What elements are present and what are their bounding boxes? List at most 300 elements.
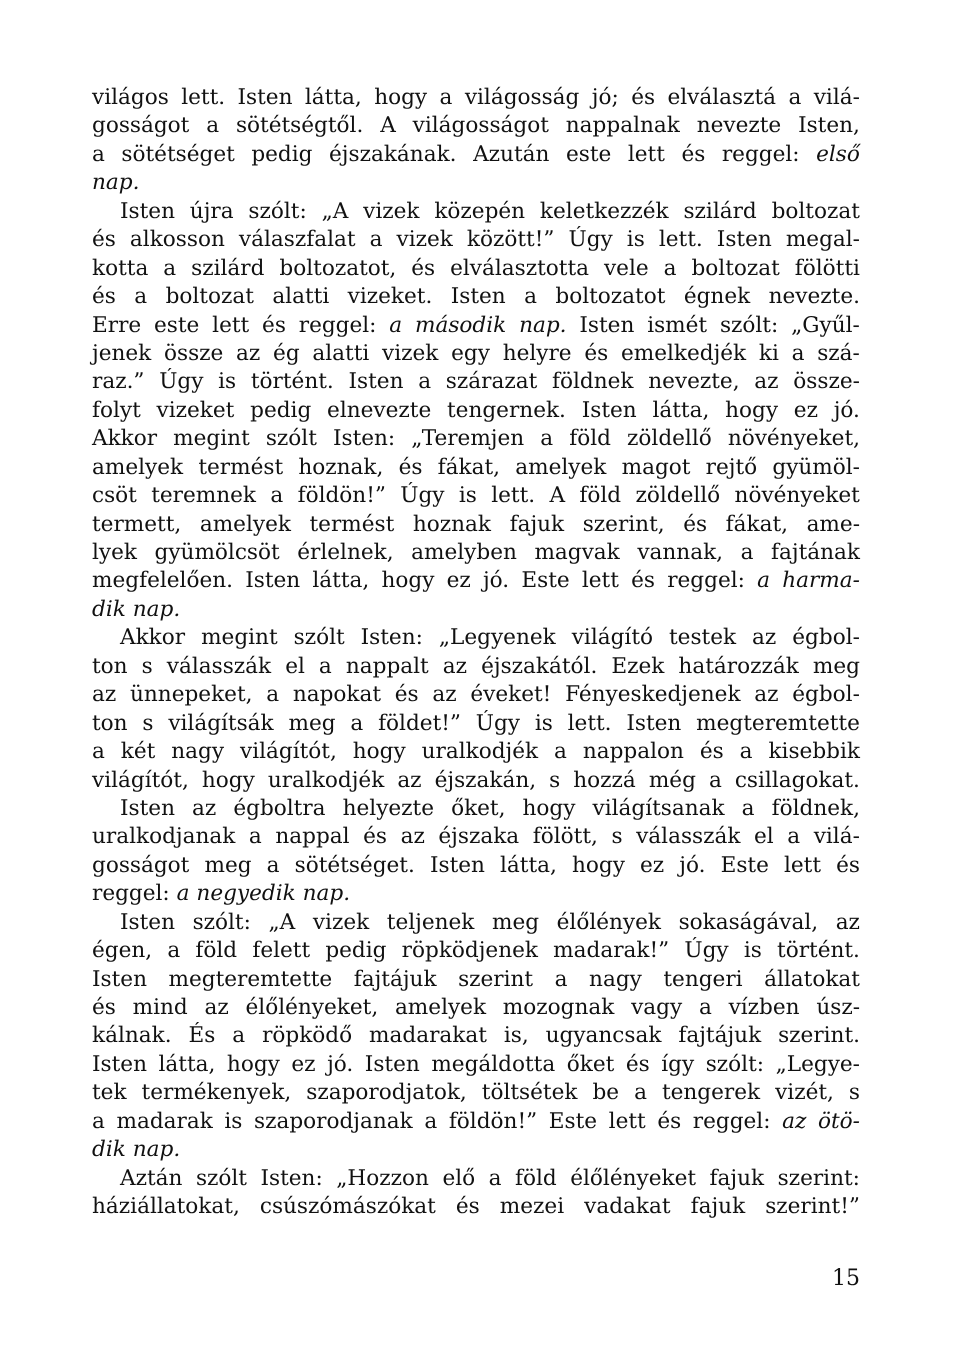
word: és (455, 1194, 480, 1220)
word: amelyek (394, 995, 487, 1020)
text-line (92, 397, 860, 425)
text-line (92, 1136, 860, 1164)
word: lett. (181, 85, 226, 110)
word: termést (309, 511, 395, 537)
word: és (92, 284, 116, 310)
text-line (92, 710, 860, 738)
word: A (380, 113, 396, 139)
word: Isten (92, 966, 147, 992)
text-line (92, 368, 860, 396)
word: Erre (92, 312, 142, 338)
word: a (698, 995, 712, 1020)
word: világosság (464, 85, 580, 110)
word: elválasztotta (450, 255, 590, 281)
word: az (204, 995, 229, 1020)
word: csöt (92, 483, 137, 509)
word: rejtő (705, 454, 758, 480)
word: Azután (473, 141, 550, 167)
word: a (134, 284, 148, 310)
word: a (232, 1023, 246, 1049)
word: Isten (450, 284, 506, 310)
word: lett. (567, 710, 612, 736)
text-line (92, 1108, 860, 1136)
word: Isten (581, 397, 637, 423)
italic-word: dik (92, 1137, 126, 1163)
text-line (92, 1193, 860, 1221)
word: és (584, 340, 609, 366)
word: Este (720, 852, 769, 878)
word: a (350, 710, 364, 736)
word: növényeket (734, 483, 860, 509)
text-line (92, 226, 860, 254)
word: világítsák (168, 710, 274, 736)
word: nappalon (582, 739, 684, 765)
word: válasszák (166, 653, 272, 679)
word: Isten (348, 369, 404, 395)
word: még (648, 767, 696, 793)
word: madarak!” (553, 938, 670, 964)
word: újra (189, 198, 234, 224)
word: szá- (817, 340, 860, 366)
word: jó. (482, 568, 510, 594)
word: nappal (275, 824, 350, 850)
word: folyt (92, 397, 141, 423)
word: kotta (92, 255, 149, 281)
word: is (534, 710, 553, 736)
word: föld (579, 483, 622, 509)
word: napokat (292, 682, 382, 708)
word: el (285, 653, 305, 679)
word: látta, (312, 568, 370, 594)
word: és (363, 824, 388, 850)
word: szerint!” (765, 1194, 860, 1220)
word: vizeket (156, 397, 235, 423)
word: amelyek (199, 511, 291, 537)
text-line (92, 511, 860, 539)
word: állatokat (764, 966, 860, 992)
word: az (835, 909, 860, 935)
word: vizek (382, 340, 439, 366)
word: hozzá (573, 767, 636, 793)
word: boltozat (165, 284, 254, 310)
word: hogy (374, 85, 428, 110)
word: földnek, (771, 795, 860, 821)
word: is (218, 369, 237, 395)
word: Isten (245, 568, 301, 594)
word: alatti (272, 284, 330, 310)
word: az (754, 682, 779, 708)
word: sötétséget. (294, 852, 415, 878)
word: jó. (327, 1051, 354, 1077)
word: nagy (171, 739, 225, 765)
word: teremnek (151, 483, 257, 509)
word: uralkodjanak (92, 824, 236, 850)
word: vizeket. (347, 284, 433, 310)
word: reggel: (92, 881, 170, 907)
word: égbol- (792, 682, 860, 708)
word: keletkezzék (539, 198, 669, 224)
text-line (92, 567, 860, 595)
word: határozzák (678, 653, 799, 679)
word: megint (201, 625, 278, 651)
word: jenek (92, 340, 152, 366)
italic-word: a (176, 881, 190, 907)
word: a (634, 1080, 647, 1106)
word: s (611, 824, 623, 850)
word: háziállatokat, (92, 1194, 240, 1220)
word: vizek (396, 227, 453, 253)
word: a (92, 141, 105, 167)
word: jó. (679, 852, 706, 878)
word: ton (92, 653, 128, 679)
word: éveket! (470, 682, 552, 708)
word: kisebbik (768, 739, 860, 765)
word: vadakat (584, 1194, 671, 1220)
word: nevezte (696, 113, 782, 139)
word: fölött, (532, 824, 598, 850)
word: világos (92, 85, 169, 110)
word: földön!” (297, 483, 386, 509)
word: a (739, 739, 753, 765)
word: magot (621, 454, 691, 480)
word: fajuk (509, 511, 565, 537)
word: és (92, 227, 116, 253)
word: és (625, 1051, 650, 1077)
word: csúszómászókat (259, 1194, 436, 1220)
word: kálnak. (92, 1023, 172, 1049)
word: s (141, 653, 153, 679)
word: Akkor (92, 426, 158, 452)
word: reggel: (721, 141, 800, 167)
word: Isten (120, 909, 175, 935)
word: nappalt (345, 653, 429, 679)
word: szerint, (582, 511, 665, 537)
word: lett (608, 1108, 646, 1134)
word: fákat, (725, 511, 788, 537)
word: égbol- (792, 625, 860, 651)
word: a (248, 824, 262, 850)
word: a (524, 284, 537, 310)
text-line (92, 1079, 860, 1107)
word: szólt: (719, 312, 779, 338)
word: égnek (683, 284, 751, 310)
word: Úgy (568, 227, 613, 253)
text-line (92, 994, 860, 1022)
word: a (418, 369, 432, 395)
word: össze- (793, 369, 860, 395)
word: vannak, (637, 540, 724, 565)
word: is (626, 227, 645, 253)
word: a (708, 767, 722, 793)
text-line (92, 255, 860, 283)
word: is (743, 938, 762, 964)
text-line (92, 539, 860, 567)
word: szólt: (248, 198, 307, 224)
italic-word: negyedik (196, 881, 296, 907)
word: éjszakán, (434, 767, 537, 793)
word: a (266, 682, 280, 708)
word: „A (321, 198, 349, 224)
italic-word: nap. (132, 1137, 181, 1163)
word: világítsanak (592, 795, 725, 821)
word: Isten (237, 85, 293, 110)
word: sötétségtől. (235, 113, 364, 139)
word: Este (548, 1108, 598, 1134)
word: az (192, 795, 217, 821)
italic-word: az (782, 1108, 807, 1134)
word: a (740, 540, 754, 565)
word: a (788, 85, 802, 110)
word: tengeri (663, 966, 743, 992)
word: az (397, 767, 422, 793)
word: „Legyenek (438, 625, 556, 651)
word: felett (252, 938, 311, 964)
word: meg (812, 653, 860, 679)
word: Este (521, 568, 570, 594)
word: jó; (591, 85, 619, 110)
word: helyre (502, 340, 572, 366)
word: pedig (251, 141, 313, 167)
text-line (92, 112, 860, 140)
text-line (92, 1051, 860, 1079)
word: történt. (777, 938, 860, 964)
italic-word: első (816, 141, 860, 167)
word: ton (92, 710, 128, 736)
word: „Hozzon (336, 1165, 429, 1191)
word: amelyben (411, 540, 517, 565)
word: Isten (364, 1051, 420, 1077)
italic-word: a (757, 568, 770, 594)
text-line (92, 340, 860, 368)
word: Úgy (400, 483, 445, 509)
word: az (432, 682, 457, 708)
word: a (787, 824, 801, 850)
word: elnevezte (327, 397, 432, 423)
word: égboltra (233, 795, 326, 821)
word: világító (571, 625, 654, 651)
word: ég (273, 340, 300, 366)
word: földön!” (448, 1108, 538, 1134)
word: éjszakától. (481, 653, 598, 679)
word: szilárd (683, 198, 757, 224)
word: uralkodjék (267, 767, 385, 793)
word: gyümöl- (772, 454, 860, 480)
text-line (92, 84, 860, 112)
word: szerint (458, 966, 534, 992)
word: elő (442, 1165, 476, 1191)
text-line (92, 681, 860, 709)
word: ez (446, 568, 471, 594)
word: A (549, 483, 566, 509)
text-line (92, 1022, 860, 1050)
word: és (92, 995, 116, 1020)
word: a (663, 255, 677, 281)
text-line (92, 141, 860, 169)
word: amelyek (92, 454, 184, 480)
word: fajuk (709, 1165, 765, 1191)
word: vízben (728, 995, 800, 1020)
text-line (92, 852, 860, 880)
word: alatti (312, 340, 370, 366)
word: meg (288, 710, 336, 736)
word: nagy (589, 966, 642, 992)
text-line (92, 937, 860, 965)
word: gosságot (92, 113, 190, 139)
word: boltozat (691, 255, 780, 281)
word: Isten (429, 852, 485, 878)
word: s (848, 1080, 860, 1106)
word: látta, (304, 85, 362, 110)
word: a (439, 85, 453, 110)
word: lett. (491, 483, 536, 509)
word: be (592, 1080, 620, 1106)
word: hogy (725, 397, 779, 423)
word: zöldellő (635, 483, 721, 509)
word: este (154, 312, 200, 338)
text-line (92, 425, 860, 453)
text-line (92, 283, 860, 311)
word: mozognak (502, 995, 615, 1020)
word: s (142, 710, 154, 736)
text-line (92, 312, 860, 340)
word: „Teremjen (411, 426, 525, 452)
word: jó. (833, 397, 860, 423)
word: közepén (434, 198, 526, 224)
italic-word: nap. (132, 596, 181, 622)
word: a (791, 340, 805, 366)
italic-word: nap. (92, 170, 140, 196)
word: és (681, 141, 706, 167)
word: égen, (92, 938, 153, 964)
text-line (92, 169, 860, 197)
text-line (92, 653, 860, 681)
word: földet!” (378, 710, 461, 736)
word: szólt: (705, 1051, 765, 1077)
word: pedig (250, 397, 312, 423)
word: fajtájuk (678, 1023, 762, 1049)
word: lett. (658, 227, 703, 253)
word: „Gyűl- (791, 312, 860, 338)
text-line (92, 482, 860, 510)
word: amelyek (515, 454, 607, 480)
word: termett, (92, 511, 182, 537)
word: össze (163, 340, 224, 366)
italic-word: nap. (302, 881, 351, 907)
word: vilá- (813, 85, 860, 110)
word: látta, (500, 852, 557, 878)
word: földnek (551, 369, 634, 395)
word: az (752, 625, 777, 651)
word: meg (491, 909, 540, 935)
word: madarak (116, 1108, 213, 1134)
word: élőlényeket (570, 1165, 697, 1191)
word: „A (268, 909, 296, 935)
word: és (398, 454, 423, 480)
word: ki (758, 340, 779, 366)
word: gosságot (92, 852, 190, 878)
word: el (754, 824, 774, 850)
word: és (683, 511, 708, 537)
word: úsz- (816, 995, 860, 1020)
word: éjszaka (438, 824, 520, 850)
word: nevezte. (768, 284, 860, 310)
word: magvak (534, 540, 620, 565)
word: fákat, (437, 454, 501, 480)
word: szólt (265, 426, 317, 452)
word: Isten: (332, 426, 396, 452)
word: is (458, 483, 477, 509)
word: alkosson (129, 227, 225, 253)
word: zöldellő (627, 426, 712, 452)
word: boltozatot, (279, 255, 397, 281)
word: szólt (293, 625, 345, 651)
word: a (92, 739, 105, 765)
word: a (318, 653, 332, 679)
word: is, (503, 1023, 529, 1049)
word: s (549, 767, 561, 793)
text-line (92, 966, 860, 994)
word: vizek (312, 909, 370, 935)
word: szárazat (445, 369, 538, 395)
word: Isten: (260, 1165, 323, 1191)
word: Isten (579, 312, 635, 338)
word: Isten (120, 795, 175, 821)
word: fajtájuk (353, 966, 437, 992)
word: Isten (626, 710, 682, 736)
word: fajuk (690, 1194, 746, 1220)
word: őket (566, 1051, 615, 1077)
word: Isten (92, 1051, 147, 1077)
word: emelkedjék (620, 340, 747, 366)
word: Akkor (120, 625, 186, 651)
word: és (836, 852, 860, 878)
word: között!” (466, 227, 555, 253)
word: sötétséget (121, 141, 235, 167)
page-body (92, 84, 860, 1222)
word: Isten, (798, 113, 860, 139)
text-line (92, 795, 860, 823)
italic-word: harma- (782, 568, 860, 594)
word: megteremtette (168, 966, 333, 992)
word: ez (291, 1051, 316, 1077)
word: raz.” (92, 369, 145, 395)
word: termést (198, 454, 284, 480)
word: az (754, 369, 779, 395)
word: egy (451, 340, 490, 366)
word: világítót, (240, 739, 337, 765)
word: ismét (647, 312, 708, 338)
word: a (167, 938, 181, 964)
word: a (424, 1108, 438, 1134)
word: hogy (381, 568, 435, 594)
word: mind (132, 995, 188, 1020)
word: növényeket, (727, 426, 860, 452)
word: élőlényeket, (245, 995, 379, 1020)
text-line (92, 767, 860, 795)
word: vagy (631, 995, 683, 1020)
word: az (92, 682, 117, 708)
word: hogy (572, 852, 625, 878)
word: és (631, 568, 655, 594)
word: megfelelően. (92, 568, 233, 594)
word: és (631, 85, 656, 110)
word: boltozat (771, 198, 860, 224)
word: termékenyek, (141, 1080, 292, 1106)
word: testek (668, 625, 737, 651)
text-line (92, 909, 860, 937)
word: szerint: (777, 1165, 860, 1191)
word: a (266, 852, 280, 878)
